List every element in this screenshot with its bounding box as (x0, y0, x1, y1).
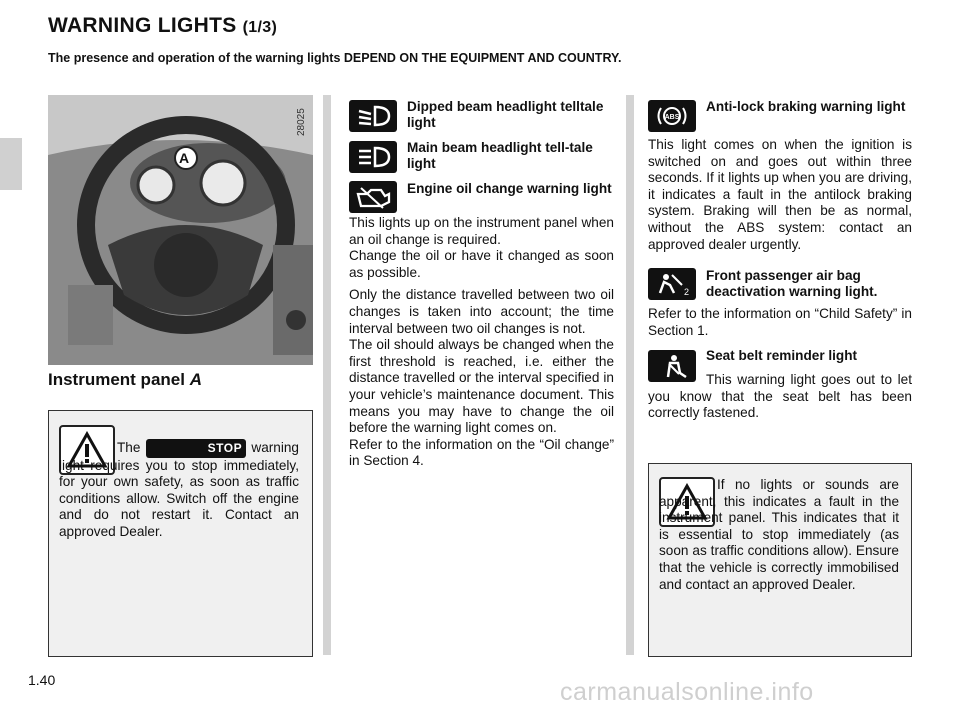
section-tab (0, 138, 22, 190)
stop-light-icon: STOP (146, 439, 246, 458)
photo-code: 28025 (296, 108, 307, 136)
page-subtitle: The presence and operation of the warning lights DEPEND ON THE EQUIPMENT AND COUNTRY. (48, 51, 622, 65)
oil-change-icon (349, 181, 397, 213)
airbag-body: Refer to the information on “Child Safety” in Section 1. (648, 306, 912, 338)
dipped-beam-icon (349, 100, 397, 132)
oil-p5: Refer to the information on the “Oil change” in Section 4. (349, 436, 614, 469)
stop-warning-text: The STOP warning light requires you to stop immediately, for your own safety, as soon as traffic conditions allow. Switch off the engine and do not restart it. Contact an approved Dealer. (59, 439, 299, 539)
dipped-beam-title: Dipped beam headlight telltale light (407, 99, 604, 130)
svg-text:2: 2 (684, 287, 690, 297)
watermark: carmanualsonline.info (560, 678, 814, 706)
page-part: (1/3) (242, 19, 278, 36)
instrument-fault-warning-box (648, 463, 912, 657)
callout-a: A (179, 150, 190, 166)
abs-title: Anti-lock braking warning light (706, 99, 906, 114)
stop-warning-box (48, 410, 313, 657)
abs-icon (648, 100, 696, 132)
page-number: 1.40 (28, 672, 56, 688)
instrument-fault-text: If no lights or sounds are apparent, this indicates a fault in the instrument panel. This indicates that it is essential to stop immediately (as soon as traffic conditions allow). Ensure that the vehicle is correctly immobilised and contact an approved Dealer. (659, 477, 899, 592)
page-title: WARNING LIGHTS (1/3) (48, 14, 278, 37)
oil-change-body (349, 215, 614, 470)
oil-p4: The oil should always be changed when the first threshold is reached, i.e. either the distance travelled or the interval specified in your vehicle’s maintenance document. This means you may have to change the oil before the warning light comes on. (349, 337, 614, 436)
column-divider-2 (626, 95, 634, 655)
abs-body: This light comes on when the ignition is switched on and goes out within three seconds. If it lights up when you are driving, it indicates a fault in the antilock braking system. Braking will then be as normal, without the ABS system: contact an approved dealer urgently. (648, 137, 912, 252)
svg-text:ABS: ABS (664, 114, 680, 121)
main-beam-icon (349, 141, 397, 173)
main-beam-title: Main beam headlight tell-tale light (407, 140, 593, 171)
oil-p3: Only the distance travelled between two oil changes is taken into account; the time interval between two oil changes is not. (349, 287, 614, 336)
oil-change-title: Engine oil change warning light (407, 181, 612, 196)
instrument-panel-photo (48, 95, 313, 365)
oil-p1: This lights up on the instrument panel when an oil change is required. (349, 215, 614, 247)
oil-p2: Change the oil or have it changed as soon as possible. (349, 248, 614, 280)
airbag-deactivation-icon (648, 268, 696, 300)
airbag-title: Front passenger air bag deactivation warning light. (706, 268, 878, 299)
seatbelt-body: This warning light goes out to let you know that the seat belt has been correctly fastened. (648, 372, 912, 421)
seatbelt-title: Seat belt reminder light (706, 348, 858, 363)
figure-caption: Instrument panel A (48, 370, 202, 389)
column-divider-1 (323, 95, 331, 655)
